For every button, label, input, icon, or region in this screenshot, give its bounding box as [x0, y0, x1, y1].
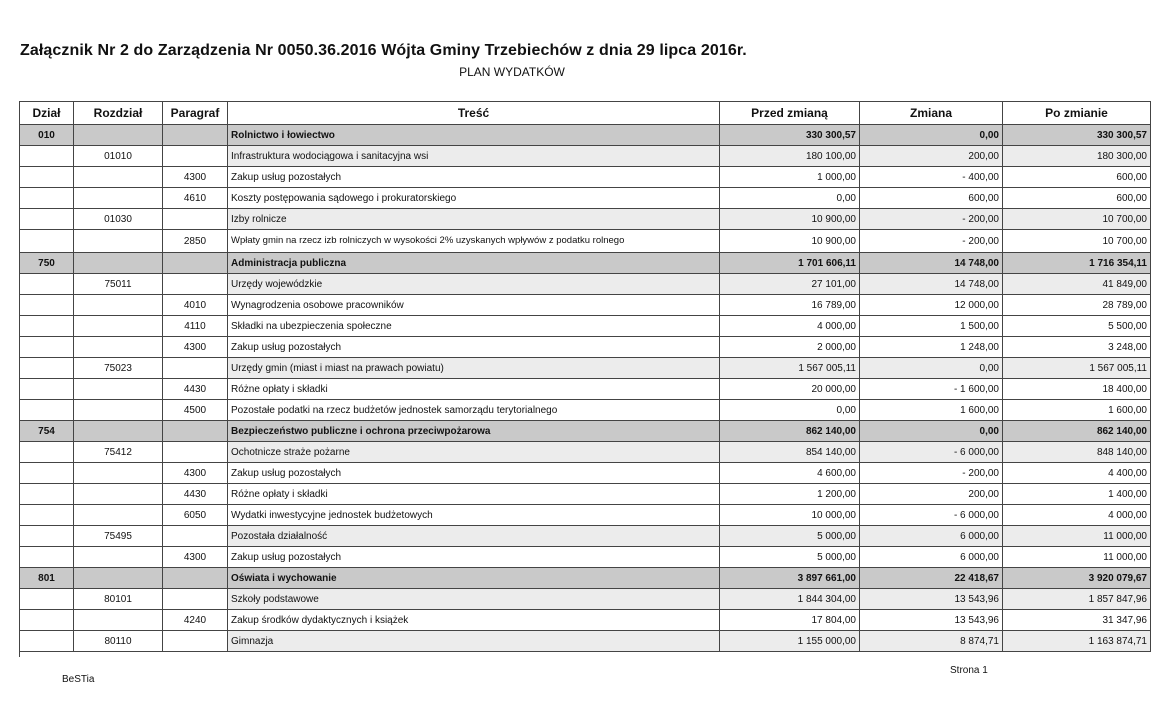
cell-paragraf	[163, 253, 228, 274]
cell-paragraf	[163, 442, 228, 463]
col-header-zmiana: Zmiana	[860, 102, 1003, 125]
cell-dzial: 750	[20, 253, 74, 274]
cell-zmiana: 200,00	[860, 146, 1003, 167]
cell-paragraf: 2850	[163, 230, 228, 253]
cell-przed: 5 000,00	[720, 547, 860, 568]
cell-zmiana: - 400,00	[860, 167, 1003, 188]
cell-dzial	[20, 505, 74, 526]
cell-paragraf	[163, 421, 228, 442]
cell-rozdzial	[74, 253, 163, 274]
cell-paragraf: 4240	[163, 610, 228, 631]
cell-po: 600,00	[1003, 167, 1151, 188]
cell-zmiana: 13 543,96	[860, 589, 1003, 610]
cell-paragraf: 4610	[163, 188, 228, 209]
cell-tresc: Ochotnicze straże pożarne	[228, 442, 720, 463]
cell-rozdzial	[74, 230, 163, 253]
cell-zmiana: - 200,00	[860, 463, 1003, 484]
paragraf-row	[20, 316, 1151, 337]
cell-zmiana: 200,00	[860, 484, 1003, 505]
cell-zmiana: 6 000,00	[860, 526, 1003, 547]
cell-paragraf: 4430	[163, 379, 228, 400]
rozdzial-row	[20, 526, 1151, 547]
paragraf-row	[20, 505, 1151, 526]
cell-paragraf	[163, 209, 228, 230]
page-title: Załącznik Nr 2 do Zarządzenia Nr 0050.36.2016 Wójta Gminy Trzebiechów z dnia 29 lipca 2016r.	[20, 42, 747, 59]
cell-zmiana: 8 874,71	[860, 631, 1003, 652]
cell-dzial	[20, 316, 74, 337]
cell-dzial	[20, 400, 74, 421]
cell-tresc: Składki na ubezpieczenia społeczne	[228, 316, 720, 337]
cell-zmiana: 0,00	[860, 421, 1003, 442]
cell-po: 1 400,00	[1003, 484, 1151, 505]
col-header-po-zmianie: Po zmianie	[1003, 102, 1151, 125]
cell-zmiana: 1 248,00	[860, 337, 1003, 358]
budget-table	[19, 101, 1151, 652]
cell-dzial	[20, 463, 74, 484]
cell-zmiana: 600,00	[860, 188, 1003, 209]
rozdzial-row	[20, 631, 1151, 652]
dzial-row	[20, 568, 1151, 589]
cell-po: 28 789,00	[1003, 295, 1151, 316]
cell-rozdzial: 01030	[74, 209, 163, 230]
cell-dzial	[20, 188, 74, 209]
cell-zmiana: 1 600,00	[860, 400, 1003, 421]
cell-po: 5 500,00	[1003, 316, 1151, 337]
cell-rozdzial: 01010	[74, 146, 163, 167]
paragraf-row	[20, 167, 1151, 188]
cell-paragraf	[163, 526, 228, 547]
cell-dzial	[20, 209, 74, 230]
paragraf-row	[20, 484, 1151, 505]
col-header-paragraf: Paragraf	[163, 102, 228, 125]
cell-tresc: Zakup usług pozostałych	[228, 167, 720, 188]
cell-paragraf: 4010	[163, 295, 228, 316]
cell-zmiana: - 6 000,00	[860, 505, 1003, 526]
cell-paragraf	[163, 274, 228, 295]
cell-dzial	[20, 379, 74, 400]
cell-tresc: Urzędy wojewódzkie	[228, 274, 720, 295]
cell-paragraf: 4430	[163, 484, 228, 505]
page-subtitle: PLAN WYDATKÓW	[459, 65, 565, 79]
cell-paragraf	[163, 146, 228, 167]
cell-po: 1 857 847,96	[1003, 589, 1151, 610]
cell-tresc: Zakup usług pozostałych	[228, 547, 720, 568]
cell-rozdzial	[74, 505, 163, 526]
cell-po: 4 000,00	[1003, 505, 1151, 526]
cell-tresc: Wpłaty gmin na rzecz izb rolniczych w wysokości 2% uzyskanych wpływów z podatku rolnego	[228, 230, 720, 253]
cell-tresc: Oświata i wychowanie	[228, 568, 720, 589]
cell-zmiana: 14 748,00	[860, 274, 1003, 295]
cell-rozdzial: 75495	[74, 526, 163, 547]
paragraf-row	[20, 463, 1151, 484]
cell-paragraf	[163, 568, 228, 589]
paragraf-row	[20, 547, 1151, 568]
cell-dzial: 754	[20, 421, 74, 442]
cell-zmiana: 13 543,96	[860, 610, 1003, 631]
cell-przed: 16 789,00	[720, 295, 860, 316]
col-header-tresc: Treść	[228, 102, 720, 125]
cell-po: 3 248,00	[1003, 337, 1151, 358]
cell-po: 330 300,57	[1003, 125, 1151, 146]
cell-rozdzial	[74, 400, 163, 421]
cell-tresc: Koszty postępowania sądowego i prokuratorskiego	[228, 188, 720, 209]
cell-rozdzial	[74, 547, 163, 568]
cell-dzial	[20, 167, 74, 188]
cell-przed: 27 101,00	[720, 274, 860, 295]
cell-przed: 2 000,00	[720, 337, 860, 358]
cell-rozdzial	[74, 484, 163, 505]
cell-po: 1 716 354,11	[1003, 253, 1151, 274]
footer-software-label: BeSTia	[62, 674, 95, 685]
cell-dzial	[20, 610, 74, 631]
paragraf-row	[20, 337, 1151, 358]
rozdzial-row	[20, 589, 1151, 610]
cell-tresc: Zakup usług pozostałych	[228, 463, 720, 484]
cell-paragraf: 4500	[163, 400, 228, 421]
cell-rozdzial	[74, 316, 163, 337]
cell-zmiana: - 6 000,00	[860, 442, 1003, 463]
cell-tresc: Szkoły podstawowe	[228, 589, 720, 610]
cell-dzial	[20, 589, 74, 610]
cell-paragraf: 4300	[163, 167, 228, 188]
cell-tresc: Rolnictwo i łowiectwo	[228, 125, 720, 146]
cell-przed: 180 100,00	[720, 146, 860, 167]
rozdzial-row	[20, 146, 1151, 167]
rozdzial-row	[20, 209, 1151, 230]
cell-przed: 1 200,00	[720, 484, 860, 505]
cell-po: 18 400,00	[1003, 379, 1151, 400]
cell-przed: 1 000,00	[720, 167, 860, 188]
cell-rozdzial	[74, 337, 163, 358]
cell-zmiana: 14 748,00	[860, 253, 1003, 274]
cell-tresc: Różne opłaty i składki	[228, 484, 720, 505]
cell-przed: 17 804,00	[720, 610, 860, 631]
cell-po: 1 600,00	[1003, 400, 1151, 421]
cell-tresc: Izby rolnicze	[228, 209, 720, 230]
cell-zmiana: 6 000,00	[860, 547, 1003, 568]
cell-dzial	[20, 337, 74, 358]
cell-tresc: Administracja publiczna	[228, 253, 720, 274]
paragraf-row	[20, 379, 1151, 400]
cell-tresc: Zakup usług pozostałych	[228, 337, 720, 358]
rozdzial-row	[20, 358, 1151, 379]
cell-tresc: Infrastruktura wodociągowa i sanitacyjna wsi	[228, 146, 720, 167]
cell-tresc: Wydatki inwestycyjne jednostek budżetowych	[228, 505, 720, 526]
cell-tresc: Pozostała działalność	[228, 526, 720, 547]
cell-tresc: Pozostałe podatki na rzecz budżetów jednostek samorządu terytorialnego	[228, 400, 720, 421]
rozdzial-row	[20, 274, 1151, 295]
cell-przed: 1 155 000,00	[720, 631, 860, 652]
cell-po: 31 347,96	[1003, 610, 1151, 631]
cell-przed: 10 900,00	[720, 209, 860, 230]
cell-po: 180 300,00	[1003, 146, 1151, 167]
cell-przed: 3 897 661,00	[720, 568, 860, 589]
cell-paragraf	[163, 631, 228, 652]
cell-dzial	[20, 631, 74, 652]
cell-rozdzial: 75011	[74, 274, 163, 295]
cell-paragraf: 6050	[163, 505, 228, 526]
cell-przed: 330 300,57	[720, 125, 860, 146]
cell-dzial	[20, 484, 74, 505]
paragraf-row	[20, 230, 1151, 253]
cell-po: 1 163 874,71	[1003, 631, 1151, 652]
cell-po: 11 000,00	[1003, 547, 1151, 568]
cell-paragraf	[163, 589, 228, 610]
cell-tresc: Bezpieczeństwo publiczne i ochrona przeciwpożarowa	[228, 421, 720, 442]
dzial-row	[20, 421, 1151, 442]
cell-przed: 4 600,00	[720, 463, 860, 484]
cell-dzial	[20, 526, 74, 547]
page-edge-line	[19, 617, 20, 657]
cell-rozdzial	[74, 295, 163, 316]
cell-przed: 0,00	[720, 188, 860, 209]
cell-dzial	[20, 146, 74, 167]
cell-po: 3 920 079,67	[1003, 568, 1151, 589]
cell-rozdzial	[74, 125, 163, 146]
cell-rozdzial: 75412	[74, 442, 163, 463]
table-header-row	[20, 102, 1151, 125]
cell-rozdzial	[74, 463, 163, 484]
cell-dzial	[20, 274, 74, 295]
cell-tresc: Zakup środków dydaktycznych i książek	[228, 610, 720, 631]
paragraf-row	[20, 610, 1151, 631]
cell-rozdzial: 80101	[74, 589, 163, 610]
cell-przed: 10 900,00	[720, 230, 860, 253]
cell-zmiana: - 1 600,00	[860, 379, 1003, 400]
table-body	[20, 125, 1151, 652]
cell-po: 1 567 005,11	[1003, 358, 1151, 379]
cell-zmiana: 1 500,00	[860, 316, 1003, 337]
cell-po: 600,00	[1003, 188, 1151, 209]
cell-przed: 1 567 005,11	[720, 358, 860, 379]
cell-rozdzial	[74, 379, 163, 400]
cell-zmiana: - 200,00	[860, 209, 1003, 230]
paragraf-row	[20, 295, 1151, 316]
cell-rozdzial	[74, 188, 163, 209]
cell-tresc: Gimnazja	[228, 631, 720, 652]
cell-po: 862 140,00	[1003, 421, 1151, 442]
rozdzial-row	[20, 442, 1151, 463]
cell-rozdzial	[74, 610, 163, 631]
paragraf-row	[20, 400, 1151, 421]
cell-paragraf: 4300	[163, 337, 228, 358]
cell-przed: 1 844 304,00	[720, 589, 860, 610]
cell-dzial: 010	[20, 125, 74, 146]
cell-dzial: 801	[20, 568, 74, 589]
footer-page-number: Strona 1	[950, 665, 988, 676]
cell-po: 11 000,00	[1003, 526, 1151, 547]
cell-tresc: Wynagrodzenia osobowe pracowników	[228, 295, 720, 316]
cell-paragraf: 4300	[163, 463, 228, 484]
cell-tresc: Urzędy gmin (miast i miast na prawach powiatu)	[228, 358, 720, 379]
cell-dzial	[20, 230, 74, 253]
cell-zmiana: 0,00	[860, 358, 1003, 379]
dzial-row	[20, 125, 1151, 146]
cell-rozdzial	[74, 167, 163, 188]
cell-przed: 854 140,00	[720, 442, 860, 463]
dzial-row	[20, 253, 1151, 274]
cell-dzial	[20, 547, 74, 568]
cell-tresc: Różne opłaty i składki	[228, 379, 720, 400]
cell-zmiana: 12 000,00	[860, 295, 1003, 316]
cell-po: 41 849,00	[1003, 274, 1151, 295]
col-header-przed-zmiana: Przed zmianą	[720, 102, 860, 125]
cell-po: 4 400,00	[1003, 463, 1151, 484]
cell-przed: 5 000,00	[720, 526, 860, 547]
col-header-dzial: Dział	[20, 102, 74, 125]
cell-zmiana: 0,00	[860, 125, 1003, 146]
cell-dzial	[20, 442, 74, 463]
cell-przed: 10 000,00	[720, 505, 860, 526]
cell-paragraf	[163, 125, 228, 146]
cell-rozdzial: 80110	[74, 631, 163, 652]
cell-rozdzial	[74, 421, 163, 442]
cell-rozdzial	[74, 568, 163, 589]
cell-przed: 862 140,00	[720, 421, 860, 442]
cell-przed: 4 000,00	[720, 316, 860, 337]
cell-dzial	[20, 295, 74, 316]
cell-paragraf	[163, 358, 228, 379]
cell-zmiana: 22 418,67	[860, 568, 1003, 589]
cell-paragraf: 4300	[163, 547, 228, 568]
cell-dzial	[20, 358, 74, 379]
cell-przed: 1 701 606,11	[720, 253, 860, 274]
cell-zmiana: - 200,00	[860, 230, 1003, 253]
paragraf-row	[20, 188, 1151, 209]
cell-przed: 0,00	[720, 400, 860, 421]
cell-paragraf: 4110	[163, 316, 228, 337]
col-header-rozdzial: Rozdział	[74, 102, 163, 125]
cell-rozdzial: 75023	[74, 358, 163, 379]
cell-po: 10 700,00	[1003, 209, 1151, 230]
cell-po: 10 700,00	[1003, 230, 1151, 253]
cell-po: 848 140,00	[1003, 442, 1151, 463]
cell-przed: 20 000,00	[720, 379, 860, 400]
